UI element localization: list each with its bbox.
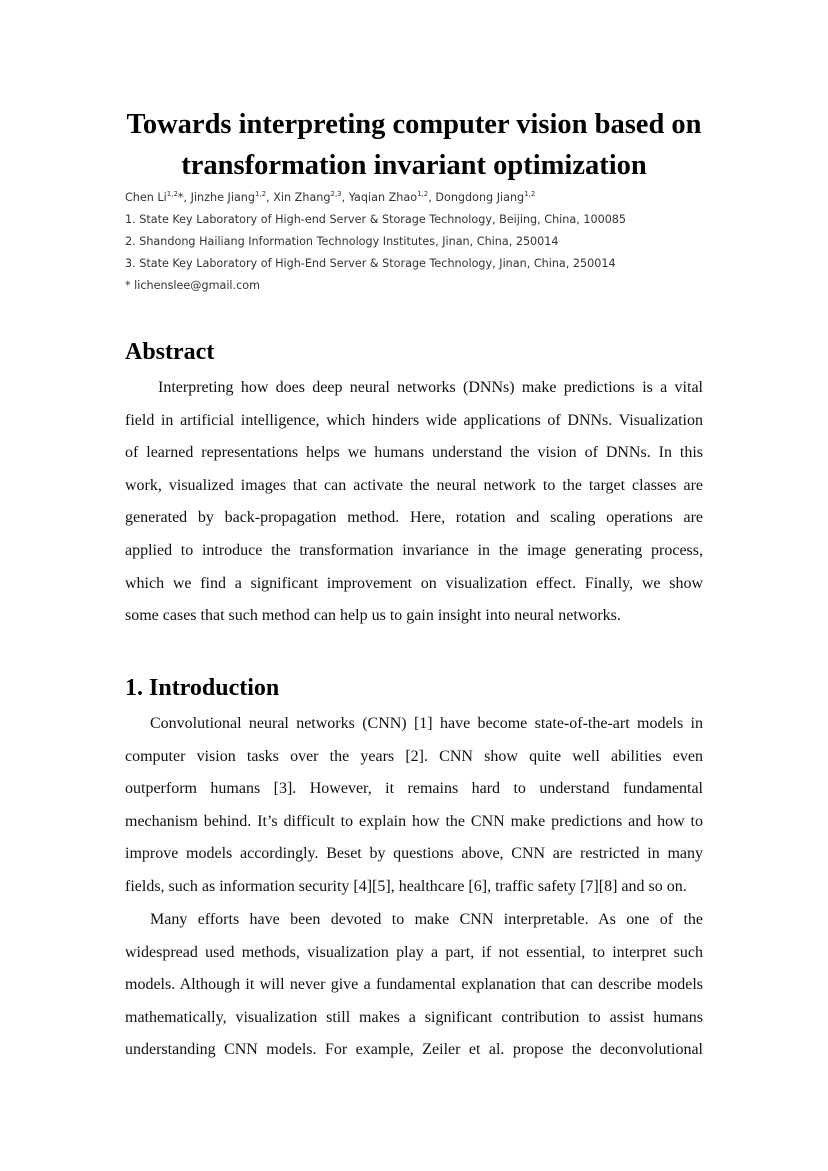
introduction-paragraph-2 <box>125 904 703 1067</box>
text-line: of learned representations helps we humans understand the vision of DNNs. In this <box>125 444 703 462</box>
corresponding-mark: * <box>177 191 184 204</box>
paper-title <box>80 104 748 186</box>
text-line: understanding CNN models. For example, Zeiler et al. propose the deconvolutional <box>125 1041 703 1059</box>
text-line: improve models accordingly. Beset by questions above, CNN are restricted in many <box>125 845 703 863</box>
author-name: Xin Zhang <box>273 191 331 204</box>
author-affiliation-sup: 1,2 <box>255 190 267 198</box>
affiliation-3: 3. State Key Laboratory of High-End Server & Storage Technology, Jinan, China, 250014 <box>125 257 616 270</box>
text-line: fields, such as information security [4][5], healthcare [6], traffic safety [7][8] and so on. <box>125 877 687 895</box>
author-name: Yaqian Zhao <box>348 191 418 204</box>
abstract-heading: Abstract <box>125 339 215 365</box>
text-line: applied to introduce the transformation invariance in the image generating process, <box>125 541 703 559</box>
introduction-paragraph-1 <box>125 708 703 904</box>
text-line: mathematically, visualization still makes a significant contribution to assist humans <box>125 1008 703 1026</box>
author-list: Chen Li$^{1,2}$*, Jinzhe Jiang$^{1,2}$, Xin Zhang$^{2,3}$, Yaqian Zhao$^{1,2}$, Dongdong Jiang$^{1,2}$ <box>125 190 536 204</box>
title-line-2: transformation invariant optimization <box>181 150 647 181</box>
title-line-1: Towards interpreting computer vision based on <box>126 109 702 140</box>
text-line: computer vision tasks over the years [2]. CNN show quite well abilities even <box>125 747 703 765</box>
author-name: Chen Li <box>125 191 167 204</box>
text-line: mechanism behind. It’s difficult to explain how the CNN make predictions and how to <box>125 812 703 830</box>
introduction-heading: 1. Introduction <box>125 675 280 701</box>
affiliation-1: 1. State Key Laboratory of High-end Server & Storage Technology, Beijing, China, 100085 <box>125 213 627 226</box>
affiliation-2: 2. Shandong Hailiang Information Technology Institutes, Jinan, China, 250014 <box>125 235 559 248</box>
author-affiliation-sup: 1,2 <box>524 190 536 198</box>
text-line: some cases that such method can help us to gain insight into neural networks. <box>125 607 621 625</box>
text-line: Convolutional neural networks (CNN) [1] have become state-of-the-art models in <box>150 715 703 732</box>
author-name: Jinzhe Jiang <box>190 191 255 204</box>
author-name: Dongdong Jiang <box>435 191 525 204</box>
contact-email: * lichenslee@gmail.com <box>125 279 260 292</box>
abstract-body <box>125 372 703 633</box>
text-line: generated by back-propagation method. Here, rotation and scaling operations are <box>125 509 703 527</box>
text-line: outperform humans [3]. However, it remains hard to understand fundamental <box>125 780 703 798</box>
text-line: Interpreting how does deep neural networks (DNNs) make predictions is a vital <box>158 379 703 396</box>
text-line: which we find a significant improvement on visualization effect. Finally, we show <box>125 574 703 592</box>
author-affiliation-sup: 2,3 <box>330 190 342 198</box>
text-line: widespread used methods, visualization play a part, if not essential, to interpret such <box>125 943 703 961</box>
text-line: models. Although it will never give a fundamental explanation that can describe models <box>125 976 703 994</box>
author-affiliation-sup: 1,2 <box>417 190 429 198</box>
text-line: field in artificial intelligence, which hinders wide applications of DNNs. Visualization <box>125 411 703 429</box>
text-line: Many efforts have been devoted to make CNN interpretable. As one of the <box>150 911 703 928</box>
author-affiliation-sup: 1,2 <box>166 190 178 198</box>
text-line: work, visualized images that can activate the neural network to the target classes are <box>125 476 703 494</box>
